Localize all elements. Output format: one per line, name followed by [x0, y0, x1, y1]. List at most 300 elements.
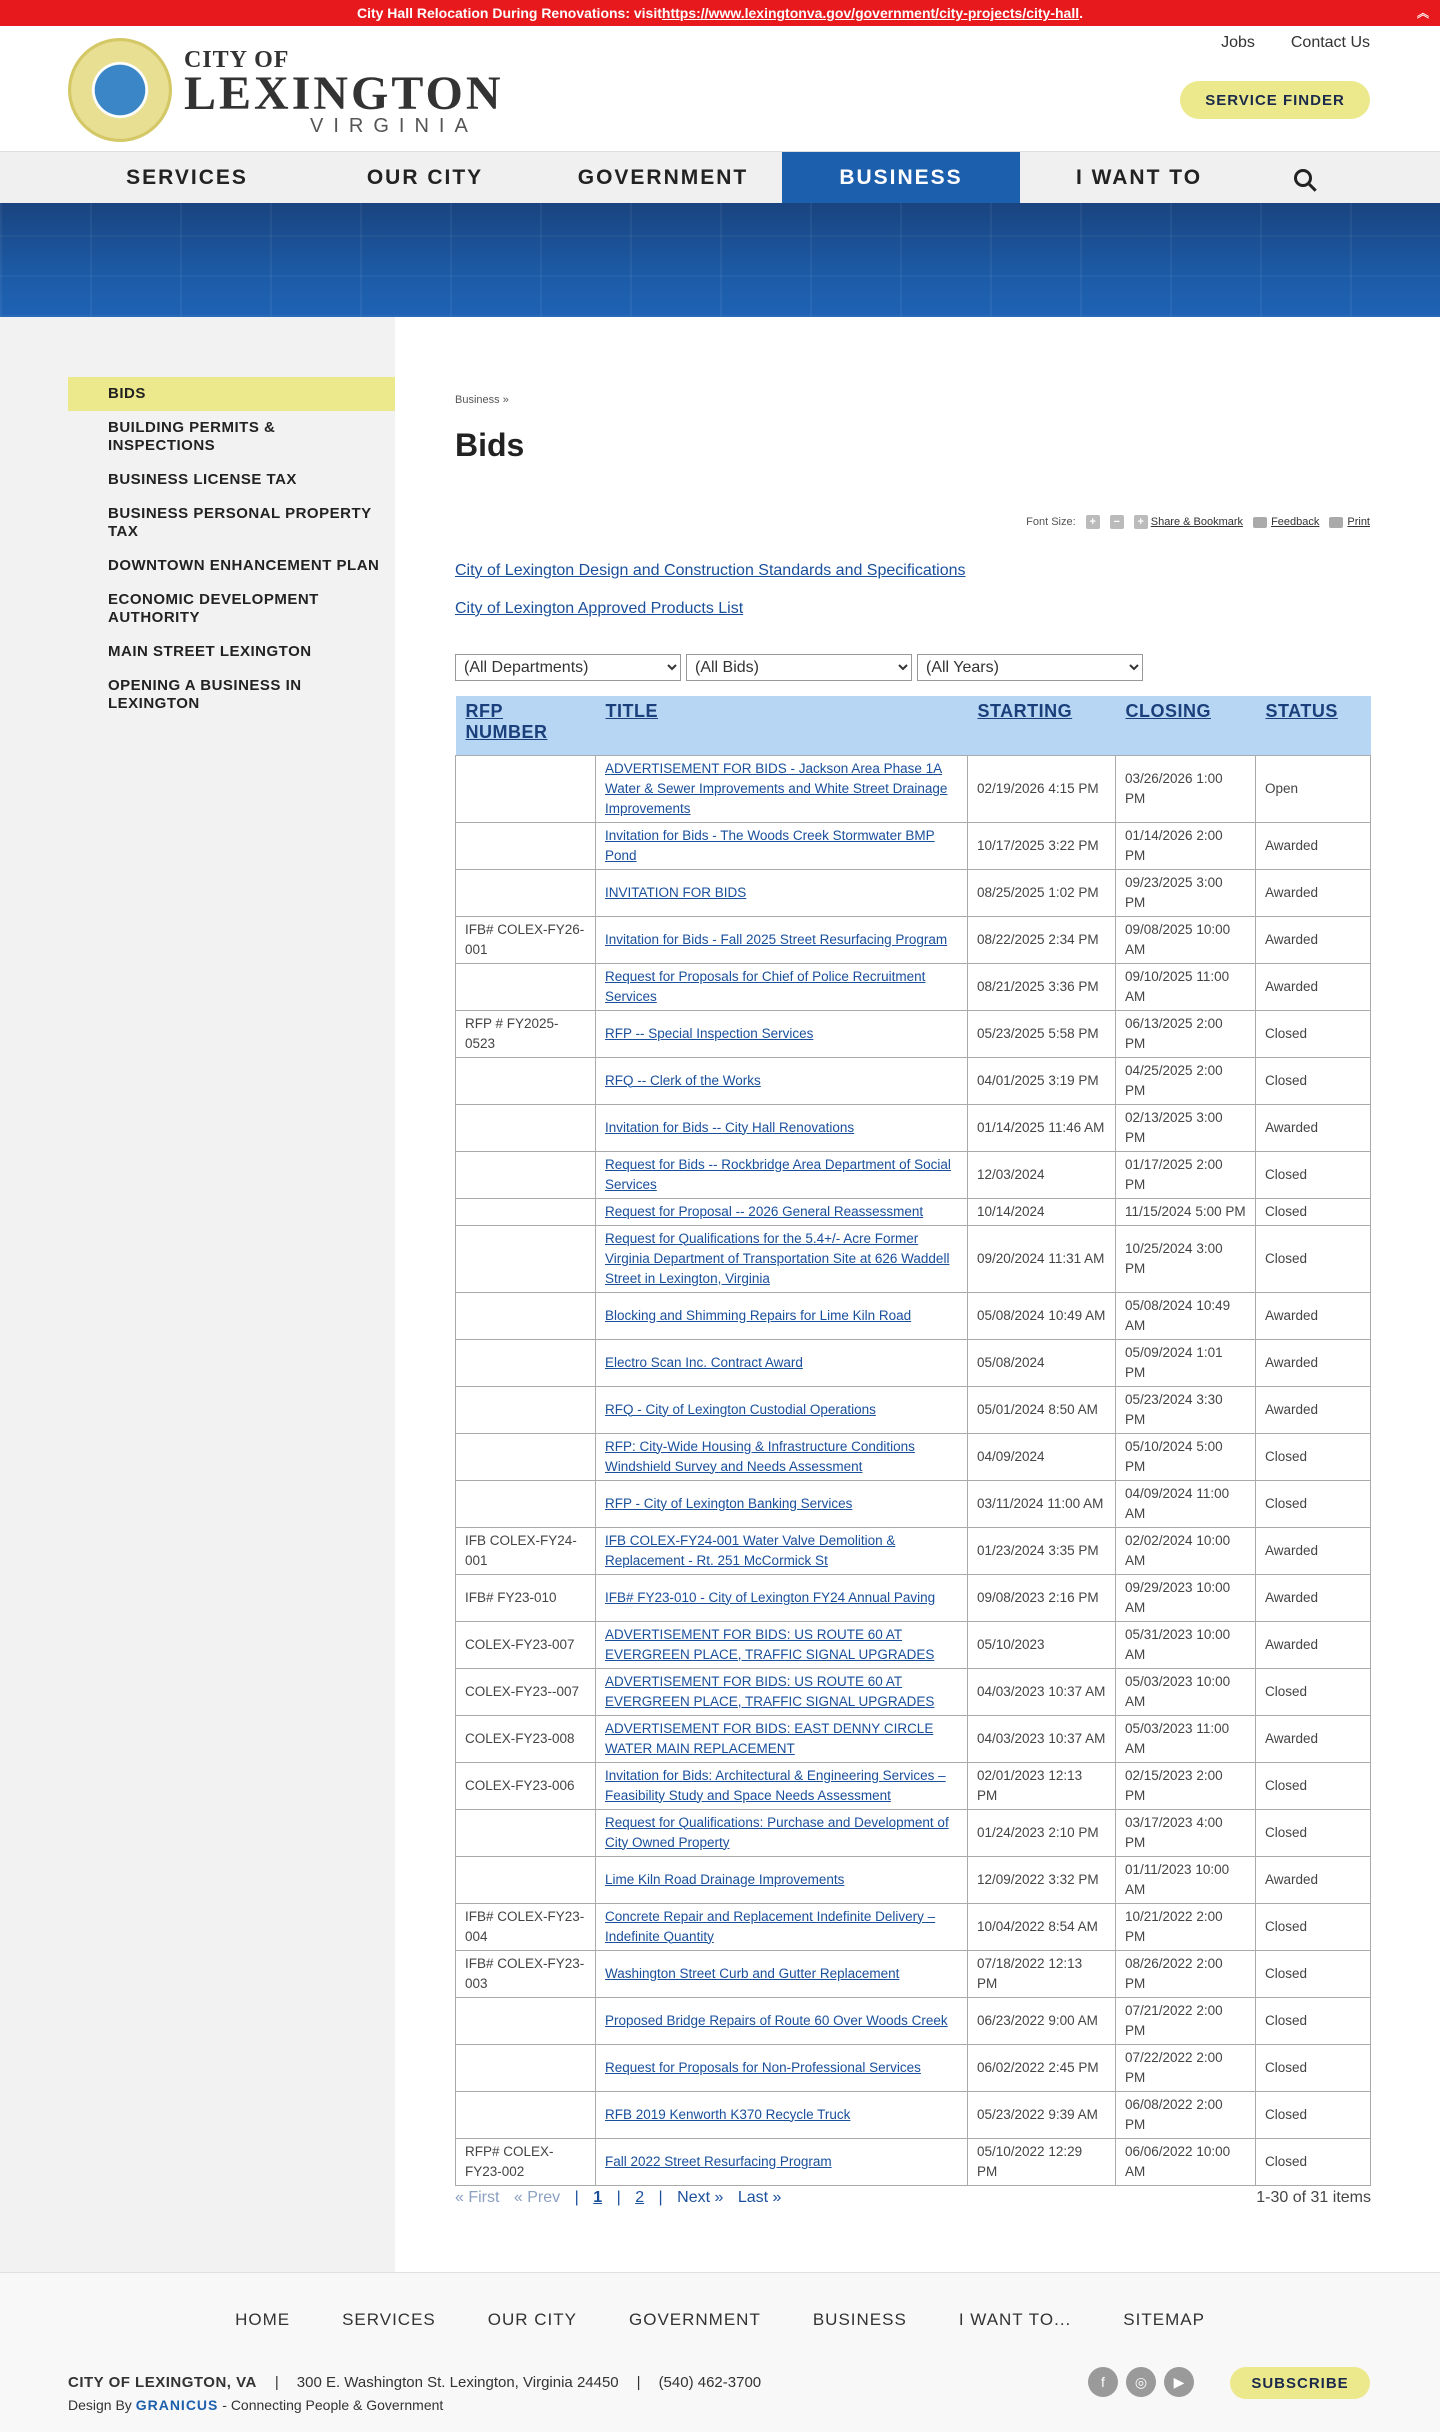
search-icon	[1294, 169, 1312, 187]
title-cell	[596, 916, 968, 963]
rfp-number-cell	[456, 869, 596, 916]
title-cell	[596, 1997, 968, 2044]
starting-cell: 04/03/2023 10:37 AM	[968, 1668, 1116, 1715]
rfp-number-cell	[456, 1386, 596, 1433]
sidebar-item-opening-a-business[interactable]: OPENING A BUSINESS IN LEXINGTON	[108, 677, 302, 712]
bid-filters	[455, 654, 1143, 681]
bid-title-link[interactable]: RFP: City-Wide Housing & Infrastructure Conditions Windshield Survey and Needs Assessment	[605, 1438, 915, 1474]
nav-services[interactable]: SERVICES	[126, 166, 248, 189]
header-status[interactable]: STATUS	[1256, 696, 1371, 755]
status-cell: Awarded	[1256, 1339, 1371, 1386]
status-cell: Awarded	[1256, 1527, 1371, 1574]
table-row	[456, 2044, 1371, 2091]
starting-cell: 08/21/2025 3:36 PM	[968, 963, 1116, 1010]
status-cell: Closed	[1256, 1480, 1371, 1527]
bid-title-link[interactable]: IFB# FY23-010 - City of Lexington FY24 Annual Paving	[605, 1589, 936, 1605]
header-title[interactable]: TITLE	[596, 696, 968, 755]
footer-link-business[interactable]: BUSINESS	[812, 2310, 907, 2329]
pager-page-1[interactable]: 1	[593, 2189, 603, 2206]
status-cell: Closed	[1256, 1225, 1371, 1292]
closing-cell: 02/02/2024 10:00 AM	[1116, 1527, 1256, 1574]
title-cell	[596, 1621, 968, 1668]
status-cell: Awarded	[1256, 1386, 1371, 1433]
rfp-number-cell: IFB# COLEX-FY26-001	[456, 916, 596, 963]
title-cell	[596, 1198, 968, 1225]
share-icon: +	[1134, 515, 1148, 529]
table-row	[456, 1339, 1371, 1386]
title-cell	[596, 1856, 968, 1903]
bid-title-link[interactable]: RFQ - City of Lexington Custodial Operations	[605, 1401, 876, 1417]
closing-cell: 01/14/2026 2:00 PM	[1116, 822, 1256, 869]
starting-cell: 06/23/2022 9:00 AM	[968, 1997, 1116, 2044]
rfp-number-cell: COLEX-FY23--007	[456, 1668, 596, 1715]
starting-cell: 10/17/2025 3:22 PM	[968, 822, 1116, 869]
closing-cell: 10/25/2024 3:00 PM	[1116, 1225, 1256, 1292]
status-cell: Closed	[1256, 1198, 1371, 1225]
table-row	[456, 1997, 1371, 2044]
footer-address: 300 E. Washington St. Lexington, Virginia 24450	[296, 2374, 619, 2391]
closing-cell: 05/23/2024 3:30 PM	[1116, 1386, 1256, 1433]
title-cell	[596, 1668, 968, 1715]
sidebar-item-bids[interactable]: BIDS	[68, 377, 395, 411]
title-cell	[596, 2044, 968, 2091]
rfp-number-cell: IFB# COLEX-FY23-003	[456, 1950, 596, 1997]
starting-cell: 04/03/2023 10:37 AM	[968, 1715, 1116, 1762]
pager-sep: |	[574, 2189, 579, 2206]
starting-cell: 04/01/2025 3:19 PM	[968, 1057, 1116, 1104]
bid-title-link[interactable]: Invitation for Bids - The Woods Creek Stormwater BMP Pond	[605, 827, 935, 863]
rfp-number-cell: COLEX-FY23-008	[456, 1715, 596, 1762]
rfp-number-cell: COLEX-FY23-007	[456, 1621, 596, 1668]
closing-cell: 07/22/2022 2:00 PM	[1116, 2044, 1256, 2091]
hero-banner	[0, 203, 1440, 317]
bid-title-link[interactable]: IFB COLEX-FY24-001 Water Valve Demolition & Replacement - Rt. 251 McCormick St	[605, 1532, 896, 1568]
starting-cell: 12/03/2024	[968, 1151, 1116, 1198]
status-cell: Closed	[1256, 2138, 1371, 2185]
nav-business[interactable]: BUSINESS	[782, 152, 1020, 204]
rfp-number-cell	[456, 1292, 596, 1339]
status-cell: Open	[1256, 755, 1371, 822]
table-row	[456, 822, 1371, 869]
bid-type-filter-select[interactable]	[686, 654, 912, 681]
table-row	[456, 1950, 1371, 1997]
starting-cell: 05/08/2024	[968, 1339, 1116, 1386]
title-cell	[596, 1433, 968, 1480]
share-bookmark-link[interactable]: Share & Bookmark	[1150, 516, 1244, 528]
rfp-number-cell: IFB COLEX-FY24-001	[456, 1527, 596, 1574]
rfp-number-cell	[456, 1104, 596, 1151]
starting-cell: 09/20/2024 11:31 AM	[968, 1225, 1116, 1292]
contact-us-link[interactable]: Contact Us	[1290, 34, 1370, 51]
table-row	[456, 916, 1371, 963]
footer-link-sitemap[interactable]: SITEMAP	[1123, 2310, 1205, 2329]
bid-title-link[interactable]: Fall 2022 Street Resurfacing Program	[605, 2153, 832, 2169]
rfp-number-cell	[456, 1809, 596, 1856]
closing-cell: 06/08/2022 2:00 PM	[1116, 2091, 1256, 2138]
starting-cell: 09/08/2023 2:16 PM	[968, 1574, 1116, 1621]
bid-title-link[interactable]: Lime Kiln Road Drainage Improvements	[605, 1871, 845, 1887]
status-cell: Awarded	[1256, 1574, 1371, 1621]
table-row	[456, 1386, 1371, 1433]
starting-cell: 05/10/2023	[968, 1621, 1116, 1668]
font-increase-icon[interactable]: +	[1086, 515, 1100, 529]
bid-title-link[interactable]: Invitation for Bids: Architectural & Engineering Services –Feasibility Study and Space Needs Assessment	[605, 1767, 946, 1803]
table-row	[456, 1480, 1371, 1527]
title-cell	[596, 1950, 968, 1997]
table-row	[456, 1856, 1371, 1903]
font-size-label: Font Size:	[1026, 516, 1076, 528]
sidebar-item-main-street-lexington[interactable]: MAIN STREET LEXINGTON	[108, 643, 312, 660]
status-cell: Closed	[1256, 1997, 1371, 2044]
bid-title-link[interactable]: ADVERTISEMENT FOR BIDS: US ROUTE 60 AT EVERGREEN PLACE, TRAFFIC SIGNAL UPGRADES	[605, 1626, 935, 1662]
closing-cell: 05/09/2024 1:01 PM	[1116, 1339, 1256, 1386]
table-row	[456, 1527, 1371, 1574]
closing-cell: 01/11/2023 10:00 AM	[1116, 1856, 1256, 1903]
bid-title-link[interactable]: Request for Proposal -- 2026 General Reassessment	[605, 1203, 924, 1219]
rfp-number-cell	[456, 1057, 596, 1104]
table-row	[456, 1715, 1371, 1762]
pager-page-2[interactable]: 2	[635, 2189, 645, 2206]
rfp-number-cell	[456, 2044, 596, 2091]
table-row	[456, 1057, 1371, 1104]
bid-title-link[interactable]: Request for Proposals for Chief of Police Recruitment Services	[605, 968, 926, 1004]
table-row	[456, 1198, 1371, 1225]
closing-cell: 06/13/2025 2:00 PM	[1116, 1010, 1256, 1057]
title-cell	[596, 2138, 968, 2185]
title-cell	[596, 1715, 968, 1762]
main-nav	[0, 151, 1440, 203]
footer-phone[interactable]: (540) 462-3700	[658, 2374, 762, 2391]
footer-link-i-want-to[interactable]: I WANT TO...	[958, 2310, 1072, 2329]
title-cell	[596, 963, 968, 1010]
bid-title-link[interactable]: Concrete Repair and Replacement Indefinite Delivery – Indefinite Quantity	[605, 1908, 936, 1944]
starting-cell: 08/22/2025 2:34 PM	[968, 916, 1116, 963]
table-row	[456, 1433, 1371, 1480]
closing-cell: 02/13/2025 3:00 PM	[1116, 1104, 1256, 1151]
rfp-number-cell: IFB# COLEX-FY23-004	[456, 1903, 596, 1950]
bid-title-link[interactable]: Request for Bids -- Rockbridge Area Department of Social Services	[605, 1156, 951, 1192]
title-cell	[596, 1057, 968, 1104]
starting-cell: 12/09/2022 3:32 PM	[968, 1856, 1116, 1903]
alert-text: City Hall Relocation During Renovations: visit	[356, 5, 662, 21]
bid-title-link[interactable]: Request for Qualifications: Purchase and Development of City Owned Property	[605, 1814, 949, 1850]
pager-next[interactable]: Next »	[677, 2189, 724, 2206]
status-cell: Awarded	[1256, 1715, 1371, 1762]
starting-cell: 10/04/2022 8:54 AM	[968, 1903, 1116, 1950]
alert-link[interactable]: https://www.lexingtonva.gov/government/city-projects/city-hall	[661, 5, 1080, 21]
closing-cell: 09/10/2025 11:00 AM	[1116, 963, 1256, 1010]
status-cell: Awarded	[1256, 963, 1371, 1010]
title-cell	[596, 1809, 968, 1856]
rfp-number-cell	[456, 1433, 596, 1480]
bid-title-link[interactable]: RFQ -- Clerk of the Works	[605, 1072, 761, 1088]
bid-title-link[interactable]: Request for Qualifications for the 5.4+/- Acre Former Virginia Department of Transportation Site at 626 Waddell Street in Lexington, Virginia	[605, 1230, 950, 1286]
starting-cell: 02/19/2026 4:15 PM	[968, 755, 1116, 822]
print-link[interactable]: Print	[1347, 516, 1370, 528]
bid-title-link[interactable]: INVITATION FOR BIDS	[605, 884, 747, 900]
sidebar	[0, 317, 395, 2272]
main-content	[395, 317, 1440, 2272]
sidebar-item-economic-development-authority[interactable]: ECONOMIC DEVELOPMENT AUTHORITY	[108, 591, 319, 626]
closing-cell: 05/03/2023 11:00 AM	[1116, 1715, 1256, 1762]
utility-links	[1221, 34, 1370, 52]
footer-contact-info: CITY OF LEXINGTON, VA | 300 E. Washington St. Lexington, Virginia 24450 | (540) 462-3700	[68, 2374, 762, 2391]
bid-title-link[interactable]: RFP -- Special Inspection Services	[605, 1025, 814, 1041]
closing-cell: 03/26/2026 1:00 PM	[1116, 755, 1256, 822]
breadcrumb[interactable]: Business »	[455, 394, 509, 406]
pager-total: 1-30 of 31 items	[1256, 2189, 1371, 2206]
status-cell: Closed	[1256, 1903, 1371, 1950]
logo-city-name: LEXINGTON	[184, 67, 504, 120]
logo-city-of: CITY OF	[184, 47, 290, 73]
year-filter-select[interactable]	[917, 654, 1143, 681]
rfp-number-cell	[456, 1151, 596, 1198]
bid-title-link[interactable]: Washington Street Curb and Gutter Replacement	[605, 1965, 900, 1981]
table-row	[456, 1809, 1371, 1856]
pager-sep: |	[658, 2189, 663, 2206]
status-cell: Closed	[1256, 1668, 1371, 1715]
status-cell: Closed	[1256, 2091, 1371, 2138]
rfp-number-cell: IFB# FY23-010	[456, 1574, 596, 1621]
pager-last[interactable]: Last »	[737, 2189, 782, 2206]
pager-sep: |	[616, 2189, 621, 2206]
closing-cell: 04/25/2025 2:00 PM	[1116, 1057, 1256, 1104]
sidebar-item-business-license-tax[interactable]: BUSINESS LICENSE TAX	[108, 471, 297, 488]
title-cell	[596, 2091, 968, 2138]
header-rfp-number[interactable]: RFP NUMBER	[456, 696, 596, 755]
alert-suffix: .	[1079, 5, 1084, 21]
status-cell: Awarded	[1256, 822, 1371, 869]
header-starting[interactable]: STARTING	[968, 696, 1116, 755]
site-footer	[0, 2272, 1440, 2432]
jobs-link[interactable]: Jobs	[1221, 34, 1255, 51]
status-cell: Awarded	[1256, 1856, 1371, 1903]
title-cell	[596, 822, 968, 869]
status-cell: Closed	[1256, 1809, 1371, 1856]
sidebar-item-business-personal-property-tax[interactable]: BUSINESS PERSONAL PROPERTY TAX	[108, 505, 372, 540]
closing-cell: 11/15/2024 5:00 PM	[1116, 1198, 1256, 1225]
pagination	[455, 2189, 1371, 2207]
title-cell	[596, 1386, 968, 1433]
table-row	[456, 963, 1371, 1010]
facebook-icon[interactable]: f	[1088, 2367, 1118, 2397]
rfp-number-cell	[456, 963, 596, 1010]
title-cell	[596, 1480, 968, 1527]
city-seal-logo[interactable]	[68, 38, 172, 142]
status-cell: Awarded	[1256, 1292, 1371, 1339]
status-cell: Closed	[1256, 1151, 1371, 1198]
bid-title-link[interactable]: Invitation for Bids -- City Hall Renovations	[605, 1119, 855, 1135]
status-cell: Closed	[1256, 1433, 1371, 1480]
closing-cell: 05/03/2023 10:00 AM	[1116, 1668, 1256, 1715]
subscribe-button[interactable]: SUBSCRIBE	[1230, 2367, 1370, 2399]
table-row	[456, 1292, 1371, 1339]
rfp-number-cell	[456, 755, 596, 822]
page-tools	[1026, 515, 1370, 529]
closing-cell: 09/08/2025 10:00 AM	[1116, 916, 1256, 963]
title-cell	[596, 1903, 968, 1950]
closing-cell: 09/23/2025 3:00 PM	[1116, 869, 1256, 916]
closing-cell: 07/21/2022 2:00 PM	[1116, 1997, 1256, 2044]
nav-i-want-to[interactable]: I WANT TO	[1075, 166, 1203, 189]
starting-cell: 08/25/2025 1:02 PM	[968, 869, 1116, 916]
starting-cell: 01/14/2025 11:46 AM	[968, 1104, 1116, 1151]
table-row	[456, 1903, 1371, 1950]
bid-title-link[interactable]: ADVERTISEMENT FOR BIDS: US ROUTE 60 AT EVERGREEN PLACE, TRAFFIC SIGNAL UPGRADES	[605, 1673, 935, 1709]
bid-title-link[interactable]: Electro Scan Inc. Contract Award	[605, 1354, 803, 1370]
footer-link-our-city[interactable]: OUR CITY	[487, 2310, 577, 2329]
footer-link-government[interactable]: GOVERNMENT	[629, 2310, 761, 2329]
closing-cell: 01/17/2025 2:00 PM	[1116, 1151, 1256, 1198]
bid-title-link[interactable]: Blocking and Shimming Repairs for Lime Kiln Road	[605, 1307, 912, 1323]
collapse-alert-icon[interactable]: ︽	[1416, 6, 1429, 20]
sidebar-item-downtown-enhancement-plan[interactable]: DOWNTOWN ENHANCEMENT PLAN	[108, 557, 380, 574]
title-cell	[596, 1292, 968, 1339]
closing-cell: 08/26/2022 2:00 PM	[1116, 1950, 1256, 1997]
footer-nav	[0, 2310, 1440, 2330]
status-cell: Closed	[1256, 1010, 1371, 1057]
table-row	[456, 1621, 1371, 1668]
closing-cell: 02/15/2023 2:00 PM	[1116, 1762, 1256, 1809]
starting-cell: 05/23/2025 5:58 PM	[968, 1010, 1116, 1057]
closing-cell: 05/10/2024 5:00 PM	[1116, 1433, 1256, 1480]
table-row	[456, 2138, 1371, 2185]
rfp-number-cell	[456, 1339, 596, 1386]
bids-table	[455, 696, 1371, 2186]
closing-cell: 09/29/2023 10:00 AM	[1116, 1574, 1256, 1621]
table-row	[456, 1010, 1371, 1057]
instagram-icon[interactable]: ◎	[1126, 2367, 1156, 2397]
starting-cell: 05/10/2022 12:29 PM	[968, 2138, 1116, 2185]
rfp-number-cell	[456, 822, 596, 869]
table-row	[456, 2091, 1371, 2138]
starting-cell: 07/18/2022 12:13 PM	[968, 1950, 1116, 1997]
site-logo-text[interactable]	[184, 48, 504, 136]
closing-cell: 05/08/2024 10:49 AM	[1116, 1292, 1256, 1339]
footer-link-services[interactable]: SERVICES	[342, 2310, 436, 2329]
starting-cell: 02/01/2023 12:13 PM	[968, 1762, 1116, 1809]
table-row	[456, 1104, 1371, 1151]
table-row	[456, 1668, 1371, 1715]
rfp-number-cell	[456, 1225, 596, 1292]
design-standards-link[interactable]: City of Lexington Design and Construction Standards and Specifications	[455, 562, 966, 579]
feedback-link[interactable]: Feedback	[1271, 516, 1320, 528]
title-cell	[596, 1762, 968, 1809]
granicus-link[interactable]: GRANICUS	[135, 2397, 219, 2413]
bid-title-link[interactable]: Proposed Bridge Repairs of Route 60 Over Woods Creek	[605, 2012, 948, 2028]
footer-org-name: CITY OF LEXINGTON, VA	[68, 2374, 257, 2391]
status-cell: Awarded	[1256, 1621, 1371, 1668]
table-header-row	[456, 696, 1371, 755]
status-cell: Closed	[1256, 1950, 1371, 1997]
bid-title-link[interactable]: RFB 2019 Kenworth K370 Recycle Truck	[605, 2106, 851, 2122]
title-cell	[596, 1574, 968, 1621]
social-links	[1088, 2367, 1194, 2397]
starting-cell: 06/02/2022 2:45 PM	[968, 2044, 1116, 2091]
title-cell	[596, 1010, 968, 1057]
status-cell: Awarded	[1256, 869, 1371, 916]
table-row	[456, 869, 1371, 916]
print-icon	[1329, 517, 1343, 528]
page-title: Bids	[455, 427, 525, 463]
starting-cell: 05/01/2024 8:50 AM	[968, 1386, 1116, 1433]
closing-cell: 05/31/2023 10:00 AM	[1116, 1621, 1256, 1668]
title-cell	[596, 869, 968, 916]
status-cell: Closed	[1256, 2044, 1371, 2091]
footer-credit: Design By GRANICUS - Connecting People & Government	[68, 2397, 444, 2413]
bid-title-link[interactable]: ADVERTISEMENT FOR BIDS: EAST DENNY CIRCLE WATER MAIN REPLACEMENT	[605, 1720, 934, 1756]
closing-cell: 06/06/2022 10:00 AM	[1116, 2138, 1256, 2185]
pager-prev: « Prev	[513, 2189, 561, 2206]
title-cell	[596, 1225, 968, 1292]
department-filter-select[interactable]	[455, 654, 681, 681]
feedback-icon	[1253, 517, 1267, 528]
bid-title-link[interactable]: Request for Proposals for Non-Professional Services	[605, 2059, 921, 2075]
closing-cell: 03/17/2023 4:00 PM	[1116, 1809, 1256, 1856]
table-row	[456, 1225, 1371, 1292]
rfp-number-cell	[456, 2091, 596, 2138]
font-decrease-icon[interactable]: −	[1110, 515, 1124, 529]
closing-cell: 10/21/2022 2:00 PM	[1116, 1903, 1256, 1950]
title-cell	[596, 1527, 968, 1574]
rfp-number-cell	[456, 1997, 596, 2044]
starting-cell: 10/14/2024	[968, 1198, 1116, 1225]
status-cell: Closed	[1256, 1762, 1371, 1809]
pager-first: « First	[455, 2189, 500, 2206]
closing-cell: 04/09/2024 11:00 AM	[1116, 1480, 1256, 1527]
sidebar-item-building-permits[interactable]: BUILDING PERMITS & INSPECTIONS	[108, 419, 276, 454]
logo-state: VIRGINIA	[310, 115, 478, 137]
bid-title-link[interactable]: Invitation for Bids - Fall 2025 Street Resurfacing Program	[605, 931, 948, 947]
starting-cell: 03/11/2024 11:00 AM	[968, 1480, 1116, 1527]
starting-cell: 01/23/2024 3:35 PM	[968, 1527, 1116, 1574]
alert-bar	[0, 0, 1440, 26]
title-cell	[596, 1339, 968, 1386]
rfp-number-cell	[456, 1856, 596, 1903]
approved-products-link[interactable]: City of Lexington Approved Products List	[455, 600, 744, 617]
bid-title-link[interactable]: RFP - City of Lexington Banking Services	[605, 1495, 853, 1511]
table-row	[456, 1762, 1371, 1809]
nav-our-city[interactable]: OUR CITY	[366, 166, 484, 189]
service-finder-button[interactable]: SERVICE FINDER	[1180, 81, 1370, 119]
starting-cell: 05/08/2024 10:49 AM	[968, 1292, 1116, 1339]
rfp-number-cell: COLEX-FY23-006	[456, 1762, 596, 1809]
bid-title-link[interactable]: ADVERTISEMENT FOR BIDS - Jackson Area Phase 1A Water & Sewer Improvements and White Street Drainage Improvements	[605, 760, 948, 816]
footer-link-home[interactable]: HOME	[235, 2310, 291, 2329]
starting-cell: 04/09/2024	[968, 1433, 1116, 1480]
rfp-number-cell: RFP# COLEX-FY23-002	[456, 2138, 596, 2185]
title-cell	[596, 1104, 968, 1151]
status-cell: Closed	[1256, 1057, 1371, 1104]
starting-cell: 05/23/2022 9:39 AM	[968, 2091, 1116, 2138]
header-closing[interactable]: CLOSING	[1116, 696, 1256, 755]
table-row	[456, 1574, 1371, 1621]
title-cell	[596, 1151, 968, 1198]
site-header	[0, 26, 1440, 151]
starting-cell: 01/24/2023 2:10 PM	[968, 1809, 1116, 1856]
table-row	[456, 755, 1371, 822]
bids-table-body	[456, 755, 1371, 2185]
rfp-number-cell	[456, 1198, 596, 1225]
status-cell: Awarded	[1256, 916, 1371, 963]
table-row	[456, 1151, 1371, 1198]
rfp-number-cell	[456, 1480, 596, 1527]
youtube-icon[interactable]: ▶	[1164, 2367, 1194, 2397]
nav-government[interactable]: GOVERNMENT	[577, 166, 749, 189]
status-cell: Awarded	[1256, 1104, 1371, 1151]
search-button[interactable]	[1268, 152, 1338, 204]
title-cell	[596, 755, 968, 822]
